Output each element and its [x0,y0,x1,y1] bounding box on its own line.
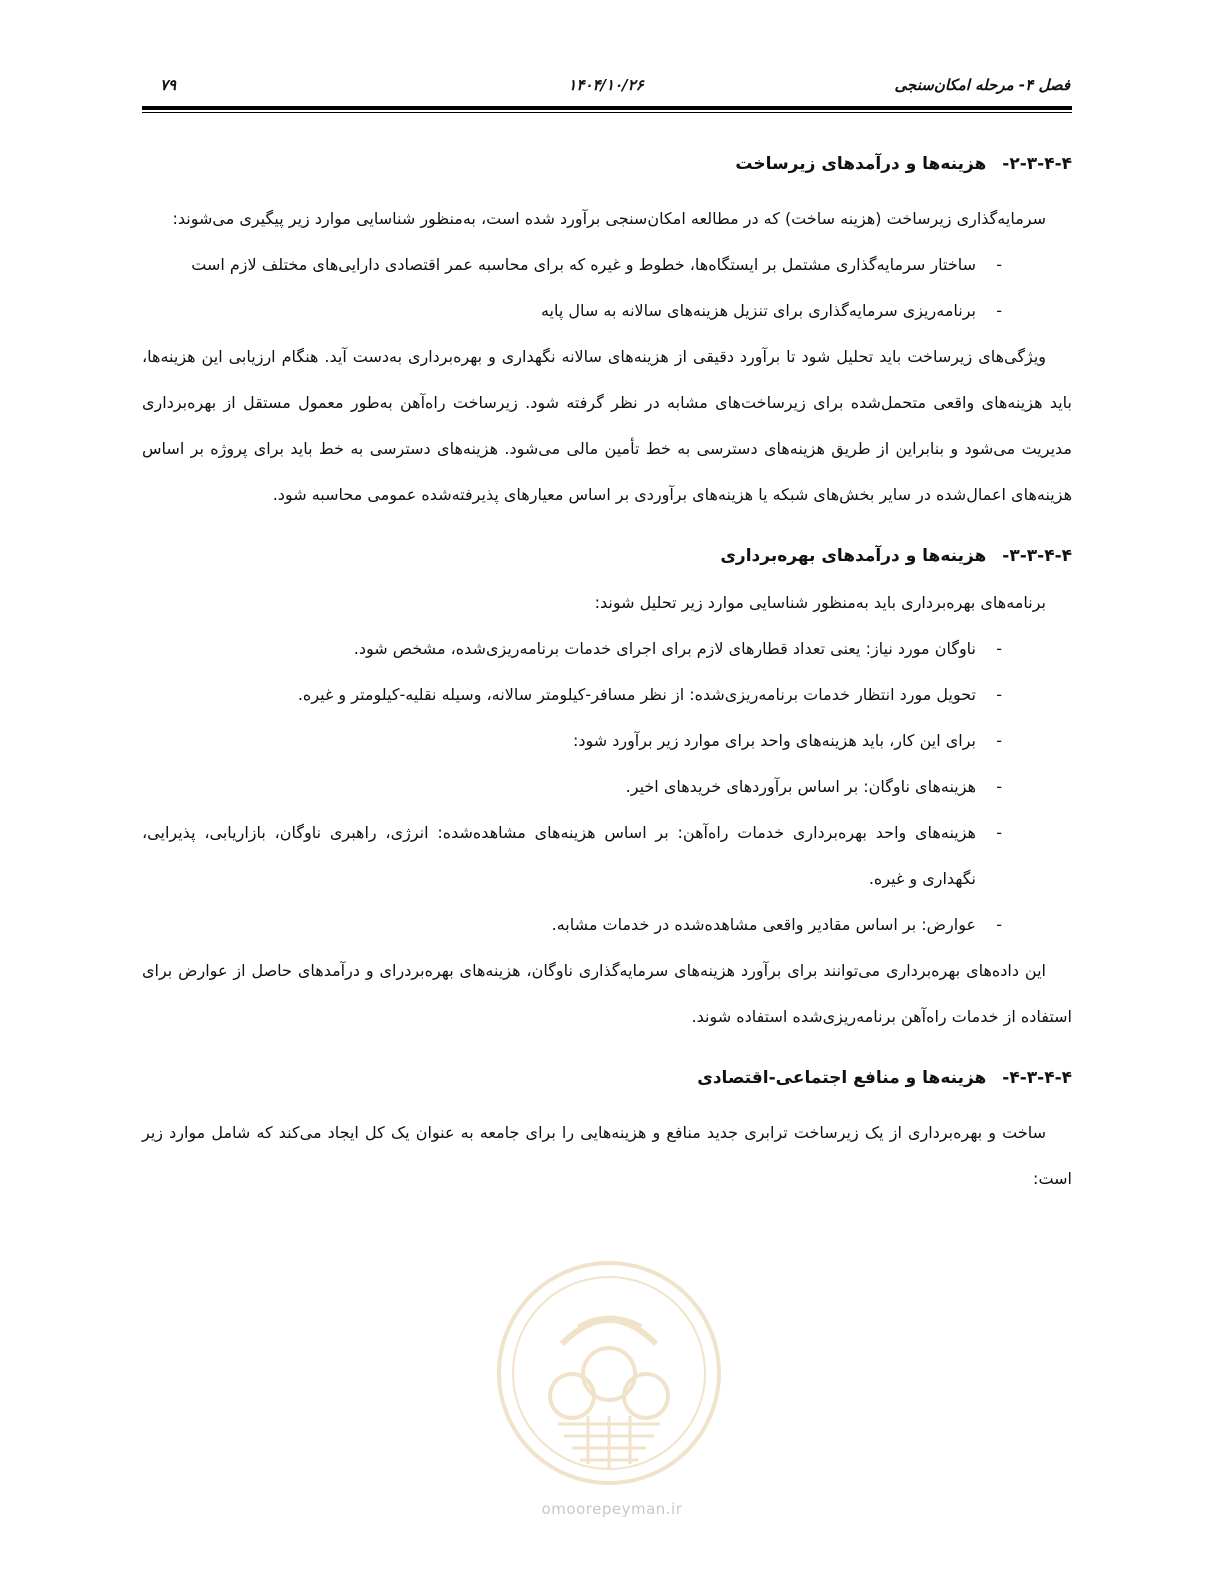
section-heading [142,1054,1072,1102]
list-item [142,902,1072,948]
bullet-list [142,242,1072,334]
header-rule-thin [142,112,1072,113]
dash-bullet-icon: - [996,915,1002,934]
page-number: ۷۹ [160,76,177,94]
dash-bullet-icon: - [996,255,1002,274]
dash-bullet-icon: - [996,777,1002,796]
paragraph: ویژگی‌های زیرساخت باید تحلیل شود تا برآورد دقیقی از هزینه‌های سالانه نگهداری و بهره‌برداری به‌دست آید. هنگام ارزیابی این هزینه‌ها، باید هزینه‌های واقعی متحمل‌شده برای زیرساخت‌های مشابه در نظر گرفته شود. زیرساخت راه‌آهن به‌طور معمول مستقل از بهره‌برداری مدیریت می‌شود و بنابراین از طریق هزینه‌های دسترسی به خط تأمین مالی می‌شود. هزینه‌های دسترسی به خط باید برای پروژه بر اساس هزینه‌های اعمال‌شده در سایر بخش‌های شبکه یا هزینه‌های برآوردی بر اساس معیارهای پذیرفته‌شده عمومی محاسبه شود. [142,347,1072,504]
dash-bullet-icon: - [996,685,1002,704]
list-item [142,672,1072,718]
section-title: هزینه‌ها و درآمدهای زیرساخت [735,154,987,174]
section-number: ۴-۳-۴-۴- [1002,1068,1072,1088]
section-heading [142,532,1072,580]
paragraph: سرمایه‌گذاری زیرساخت (هزینه ساخت) که در مطالعه امکان‌سنجی برآورد شده است، به‌منظور شناسایی موارد زیر پیگیری می‌شوند: [172,209,1046,228]
list-item [142,242,1072,288]
paragraph: برنامه‌های بهره‌برداری باید به‌منظور شناسایی موارد زیر تحلیل شوند: [594,593,1046,612]
list-item-text: تحویل مورد انتظار خدمات برنامه‌ریزی‌شده: از نظر مسافر-کیلومتر سالانه، وسیله نقلیه-کیلومتر و غیره. [297,685,976,704]
list-item-text: هزینه‌های ناوگان: بر اساس برآوردهای خریدهای اخیر. [625,777,976,796]
list-item-text: هزینه‌های واحد بهره‌برداری خدمات راه‌آهن: بر اساس هزینه‌های مشاهده‌شده: انرژی، راهبری ناوگان، بازاریابی، پذیرایی، نگهداری و غیره. [142,823,976,888]
spacer [142,1102,1072,1110]
list-item [142,810,1072,902]
dash-bullet-icon: - [996,639,1002,658]
watermark-site: omoorepeyman.ir [541,1500,683,1518]
spacer [142,188,1072,196]
watermark-seal-icon [492,1256,726,1490]
page-header [142,76,1070,102]
section-number: ۲-۳-۴-۴- [1002,154,1072,174]
spacer [142,1040,1072,1054]
list-item [142,626,1072,672]
paragraph: ساخت و بهره‌برداری از یک زیرساخت ترابری جدید منافع و هزینه‌هایی را برای جامعه به عنوان یک کل ایجاد می‌کند که شامل موارد زیر است: [142,1123,1072,1188]
spacer [142,518,1072,532]
chapter-title: فصل ۴- مرحله امکان‌سنجی [894,76,1070,94]
list-item-text: برای این کار، باید هزینه‌های واحد برای موارد زیر برآورد شود: [572,731,976,750]
paragraph: این داده‌های بهره‌برداری می‌توانند برای برآورد هزینه‌های سرمایه‌گذاری ناوگان، هزینه‌های بهره‌بردرای و درآمدهای حاصل از عوارض برای استفاده از خدمات راه‌آهن برنامه‌ریزی‌شده استفاده شوند. [142,961,1072,1026]
dash-bullet-icon: - [996,823,1002,842]
list-item [142,288,1072,334]
section-number: ۳-۳-۴-۴- [1002,546,1072,566]
section-heading [142,140,1072,188]
list-item-text: ناوگان مورد نیاز: یعنی تعداد قطارهای لازم برای اجرای خدمات برنامه‌ریزی‌شده، مشخص شود. [353,639,976,658]
dash-bullet-icon: - [996,731,1002,750]
list-item-text: برنامه‌ریزی سرمایه‌گذاری برای تنزیل هزینه‌های سالانه به سال پایه [540,301,976,320]
list-item [142,718,1072,764]
list-item-text: ساختار سرمایه‌گذاری مشتمل بر ایستگاه‌ها، خطوط و غیره که برای محاسبه عمر اقتصادی دارایی‌های مختلف لازم است [191,255,976,274]
section-title: هزینه‌ها و منافع اجتماعی-اقتصادی [697,1068,987,1088]
dash-bullet-icon: - [996,301,1002,320]
header-date: ۱۴۰۴/۱۰/۲۶ [568,76,644,94]
bullet-list [142,626,1072,948]
page-content [142,140,1072,1202]
section-title: هزینه‌ها و درآمدهای بهره‌برداری [720,546,987,566]
list-item-text: عوارض: بر اساس مقادیر واقعی مشاهده‌شده در خدمات مشابه. [551,915,976,934]
list-item [142,764,1072,810]
header-rule-thick [142,106,1072,110]
